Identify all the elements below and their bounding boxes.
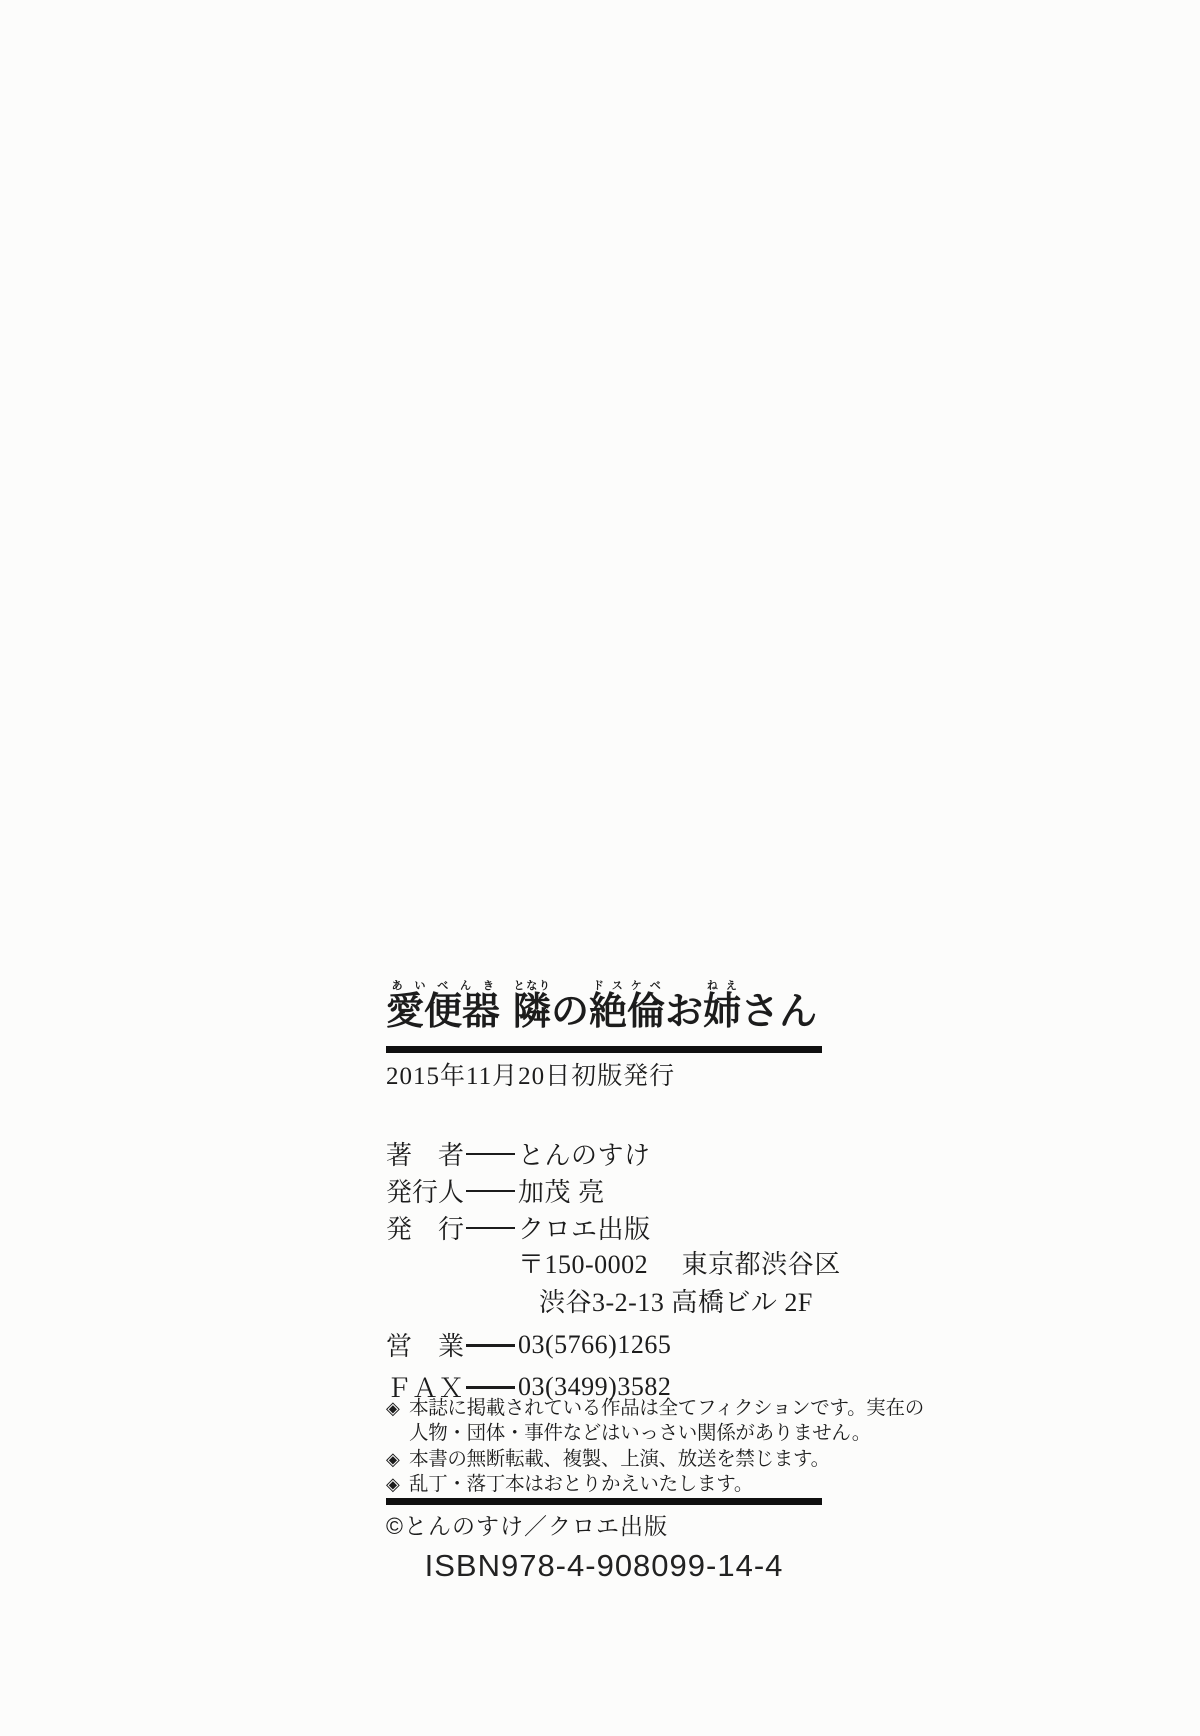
title-segment <box>513 980 552 1033</box>
title-furigana: ドスケベ <box>589 980 666 992</box>
disclaimer-text: 人物・団体・事件などはいっさい関係がありません。 <box>409 1422 871 1445</box>
disclaimer-line <box>386 1472 822 1498</box>
leader-line <box>466 1190 515 1193</box>
title-furigana: あいべんき <box>386 980 500 992</box>
row-value: 03(5766)1265 <box>518 1329 672 1359</box>
colophon-block <box>386 980 924 1583</box>
divider-top <box>386 1046 822 1053</box>
disclaimer-line <box>386 1447 830 1473</box>
disclaimer-line <box>386 1396 924 1422</box>
title-segment-base: の <box>551 991 590 1033</box>
title-segment <box>703 980 742 1033</box>
title-segment-base: 姉 <box>703 991 742 1033</box>
title-furigana: ねえ <box>703 980 742 992</box>
divider-bottom <box>386 1498 822 1505</box>
title-space <box>500 990 513 1036</box>
title-segment <box>589 980 666 1033</box>
disclaimer-text: 乱丁・落丁本はおとりかえいたします。 <box>409 1473 754 1496</box>
copyright-line: ©とんのすけ／クロエ出版 <box>386 1512 668 1539</box>
row-value: とんのすけ <box>518 1140 651 1170</box>
row-value: 加茂 亮 <box>518 1177 605 1207</box>
publication-row-publisher <box>386 1209 822 1246</box>
title-furigana: となり <box>513 980 552 992</box>
title-segment-base: さん <box>741 991 818 1033</box>
leader-line <box>466 1344 515 1347</box>
book-title <box>386 980 822 1036</box>
publication-date: 2015年11月20日初版発行 <box>386 1062 676 1090</box>
leader-line <box>466 1153 515 1156</box>
title-segment <box>665 991 703 1033</box>
title-segment <box>741 991 817 1033</box>
leader-line <box>466 1386 515 1389</box>
row-value: 03(3499)3582 <box>518 1371 672 1401</box>
title-segment-base: 隣 <box>513 991 552 1033</box>
publication-row-publisher-person <box>386 1172 822 1209</box>
publication-row-author <box>386 1135 822 1172</box>
publisher-address-line: 渋谷3-2-13 高橋ビル 2F <box>539 1287 813 1317</box>
diamond-bullet-icon: ◈ <box>386 1448 400 1469</box>
disclaimer-text: 本誌に掲載されている作品は全てフィクションです。実在の <box>409 1396 924 1419</box>
contact-row-sales <box>386 1324 822 1366</box>
diamond-bullet-icon: ◈ <box>386 1397 400 1418</box>
row-label: ＦＡＸ <box>386 1374 465 1404</box>
disclaimer-text: 本書の無断転載、複製、上演、放送を禁じます。 <box>409 1447 830 1470</box>
publisher-address-line: 〒150-0002 東京都渋谷区 <box>518 1249 841 1279</box>
leader-line <box>466 1227 515 1230</box>
publication-rows <box>386 1135 822 1246</box>
row-label: 発 行 <box>386 1214 465 1244</box>
row-value: クロエ出版 <box>518 1214 651 1244</box>
diamond-bullet-icon: ◈ <box>386 1474 400 1495</box>
isbn-number: ISBN978-4-908099-14-4 <box>424 1547 784 1583</box>
disclaimer-notes <box>386 1396 924 1498</box>
title-segment <box>551 991 589 1033</box>
row-label: 発行人 <box>386 1177 465 1207</box>
row-label: 営 業 <box>386 1332 465 1362</box>
title-segment-base: 愛便器 <box>386 991 501 1033</box>
title-segment-base: お <box>665 991 704 1033</box>
disclaimer-line <box>386 1421 871 1447</box>
diamond-bullet-icon <box>386 1421 409 1447</box>
title-segment <box>386 980 501 1033</box>
row-label: 著 者 <box>386 1140 465 1170</box>
title-segment-base: 絶倫 <box>589 991 666 1033</box>
